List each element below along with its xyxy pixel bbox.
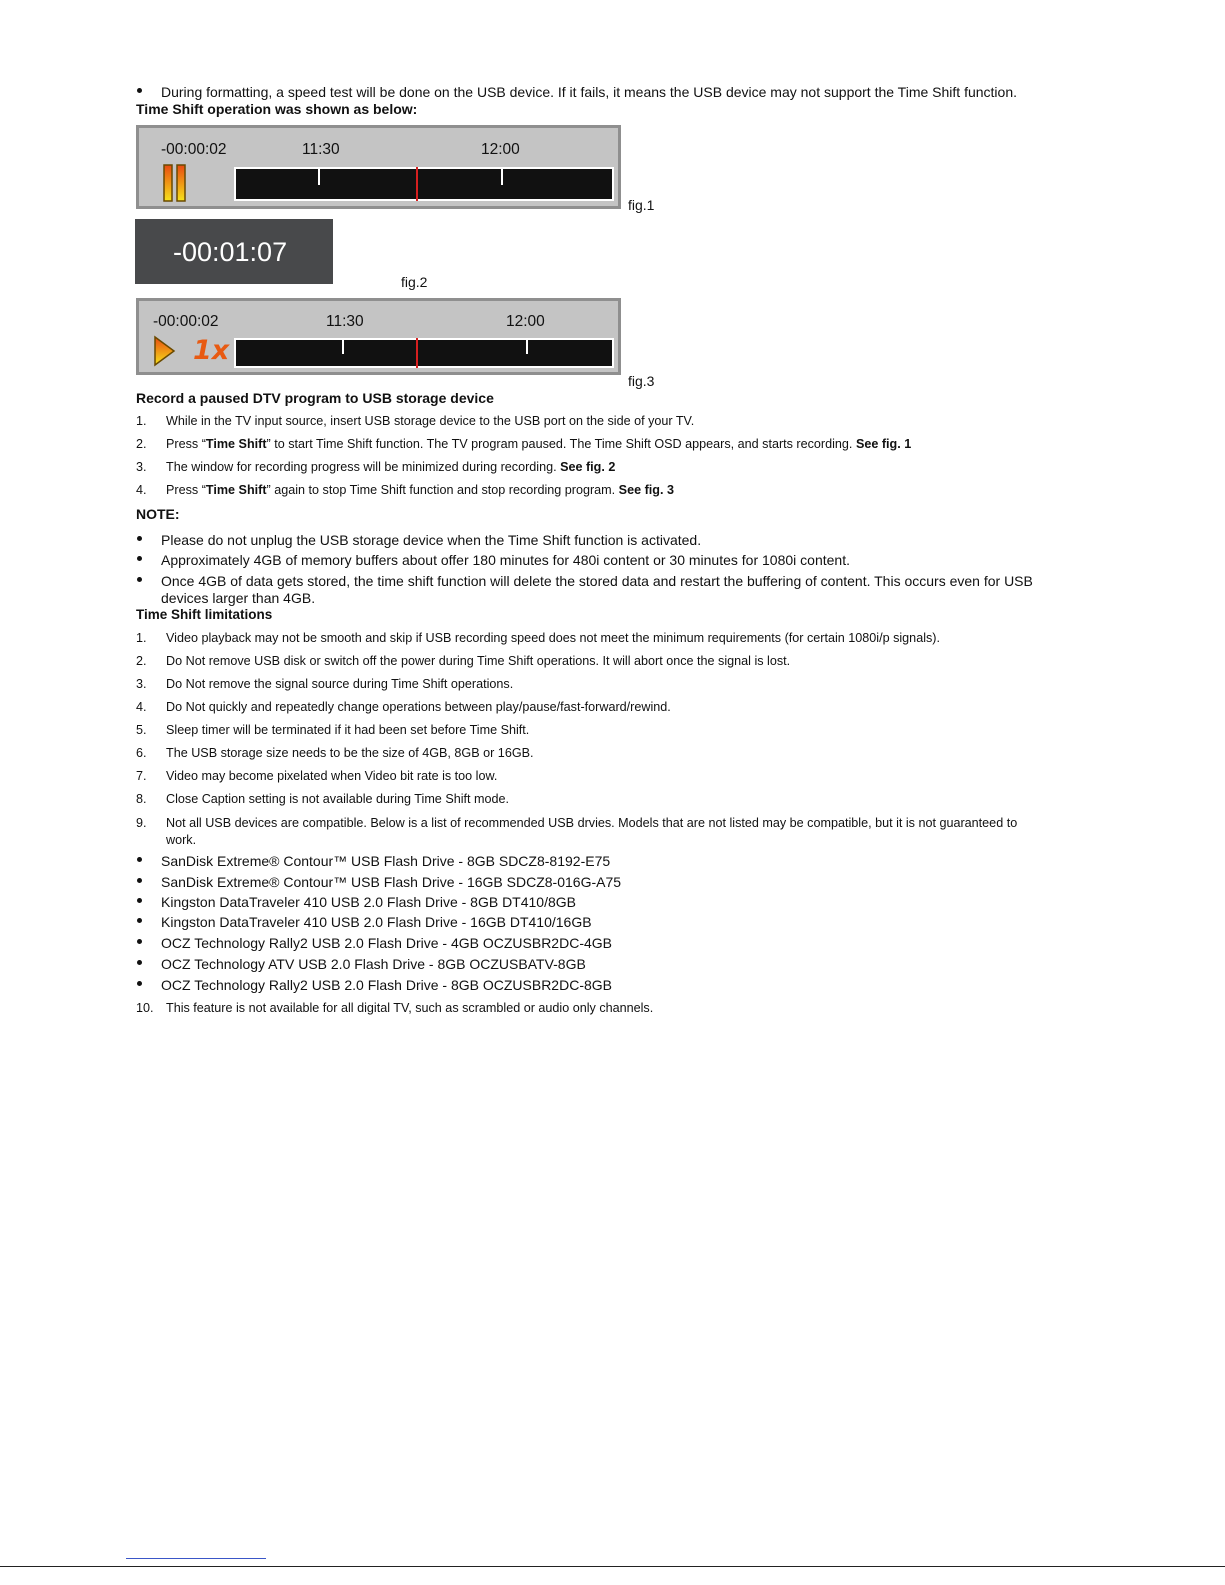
step-text-part: While in the TV input source, insert USB storage device to the USB port on the side of your TV. — [166, 414, 695, 428]
step-number: 2. — [136, 437, 147, 451]
figure-ref: See fig. 3 — [618, 483, 674, 497]
section-title: Time Shift operation was shown as below: — [136, 101, 418, 117]
bullet — [137, 88, 142, 93]
drive-item: SanDisk Extreme® Contour™ USB Flash Drive - 8GB SDCZ8-8192-E75 — [161, 853, 611, 869]
timeline-tick-label: 12:00 — [481, 141, 520, 158]
limit-number: 3. — [136, 677, 147, 691]
time-shift-osd-fig3 — [136, 298, 621, 375]
play-speed: 1x — [193, 335, 230, 366]
limit-text: Sleep timer will be terminated if it had been set before Time Shift. — [166, 723, 530, 737]
timeline-tick-label: 12:00 — [506, 313, 545, 330]
limit-number: 2. — [136, 654, 147, 668]
playhead — [416, 167, 418, 201]
figure-ref: See fig. 2 — [560, 460, 616, 474]
play-icon — [153, 335, 177, 367]
timeline-bar — [234, 338, 614, 368]
key-name: Time Shift — [205, 437, 267, 451]
bullet — [137, 878, 142, 883]
limit-text: Do Not remove USB disk or switch off the power during Time Shift operations. It will abort once the signal is lost. — [166, 654, 791, 668]
record-title: Record a paused DTV program to USB storage device — [136, 390, 494, 406]
step-text — [166, 459, 615, 476]
bullet — [137, 960, 142, 965]
step-text-part: ” to start Time Shift function. The TV program paused. The Time Shift OSD appears, and starts recording. — [266, 437, 856, 451]
limit-text-continued: work. — [166, 833, 197, 847]
bullet — [137, 577, 142, 582]
figure-caption: fig.1 — [628, 197, 655, 213]
bullet — [137, 981, 142, 986]
step-number: 4. — [136, 483, 147, 497]
limit-number: 5. — [136, 723, 147, 737]
drive-item: Kingston DataTraveler 410 USB 2.0 Flash Drive - 16GB DT410/16GB — [161, 914, 592, 930]
limit-text: Do Not quickly and repeatedly change operations between play/pause/fast-forward/rewind. — [166, 700, 671, 714]
limit-number: 4. — [136, 700, 147, 714]
limit-number: 8. — [136, 792, 147, 806]
limits-title: Time Shift limitations — [136, 607, 273, 622]
footnote-separator — [126, 1558, 266, 1559]
bullet — [137, 939, 142, 944]
figure-ref: See fig. 1 — [855, 437, 912, 451]
drive-item: OCZ Technology Rally2 USB 2.0 Flash Drive - 8GB OCZUSBR2DC-8GB — [161, 977, 612, 993]
limit-number: 10. — [136, 1001, 154, 1015]
note-item: Once 4GB of data gets stored, the time shift function will delete the stored data and restart the buffering of content. This occurs even for USB — [161, 573, 1033, 589]
elapsed-time: -00:00:02 — [161, 141, 227, 158]
limit-text: This feature is not available for all digital TV, such as scrambled or audio only channels. — [166, 1001, 654, 1015]
limit-text: Do Not remove the signal source during Time Shift operations. — [166, 677, 514, 691]
bullet — [137, 918, 142, 923]
timeline-tick-label: 11:30 — [326, 313, 364, 330]
limit-text: Not all USB devices are compatible. Below is a list of recommended USB drvies. Models that are not listed may be compatible, but it is not guaranteed to — [166, 816, 1018, 830]
time-shift-osd-fig1 — [136, 125, 621, 209]
step-number: 1. — [136, 414, 147, 428]
step-text-part: Press “ — [166, 483, 206, 497]
pause-icon — [163, 163, 187, 203]
drive-item: Kingston DataTraveler 410 USB 2.0 Flash Drive - 8GB DT410/8GB — [161, 894, 576, 910]
timeline-tick — [342, 340, 344, 354]
timeline-tick — [318, 169, 320, 185]
elapsed-time: -00:00:02 — [153, 313, 219, 330]
step-text-part: ” again to stop Time Shift function and stop recording program. — [266, 483, 619, 497]
bullet — [137, 556, 142, 561]
limit-number: 9. — [136, 816, 147, 830]
playhead — [416, 338, 418, 368]
timeline-tick — [501, 169, 503, 185]
limit-number: 6. — [136, 746, 147, 760]
note-title: NOTE: — [136, 506, 180, 522]
figure-caption: fig.3 — [628, 373, 655, 389]
figure-caption: fig.2 — [401, 274, 428, 290]
limit-number: 1. — [136, 631, 147, 645]
note-item: Please do not unplug the USB storage device when the Time Shift function is activated. — [161, 532, 702, 548]
limit-text: Close Caption setting is not available during Time Shift mode. — [166, 792, 510, 806]
limit-text: Video may become pixelated when Video bit rate is too low. — [166, 769, 498, 783]
timeline-tick-label: 11:30 — [302, 141, 340, 158]
key-name: Time Shift — [205, 483, 267, 497]
limit-number: 7. — [136, 769, 147, 783]
step-text-part: Press “ — [166, 437, 206, 451]
intro-text: During formatting, a speed test will be done on the USB device. If it fails, it means the USB device may not support the Time Shift function. — [161, 84, 1017, 100]
drive-item: OCZ Technology Rally2 USB 2.0 Flash Drive - 4GB OCZUSBR2DC-4GB — [161, 935, 612, 951]
timeline-tick — [526, 340, 528, 354]
step-text — [166, 413, 694, 430]
limit-text: Video playback may not be smooth and skip if USB recording speed does not meet the minimum requirements (for certain 1080i/p signals). — [166, 631, 940, 645]
drive-item: SanDisk Extreme® Contour™ USB Flash Drive - 16GB SDCZ8-016G-A75 — [161, 874, 622, 890]
note-item: Approximately 4GB of memory buffers about offer 180 minutes for 480i content or 30 minutes for 1080i content. — [161, 552, 850, 568]
drive-item: OCZ Technology ATV USB 2.0 Flash Drive - 8GB OCZUSBATV-8GB — [161, 956, 586, 972]
bullet — [137, 536, 142, 541]
page-bottom-rule — [0, 1566, 1225, 1567]
timeline-bar — [234, 167, 614, 201]
step-number: 3. — [136, 460, 147, 474]
step-text — [166, 436, 911, 453]
note-item-continued: devices larger than 4GB. — [161, 590, 316, 606]
step-text-part: The window for recording progress will be minimized during recording. — [166, 460, 561, 474]
bullet — [137, 898, 142, 903]
step-text — [166, 482, 674, 499]
remaining-time: -00:01:07 — [173, 237, 288, 267]
limit-text: The USB storage size needs to be the size of 4GB, 8GB or 16GB. — [166, 746, 534, 760]
bullet — [137, 857, 142, 862]
minimized-timer-fig2 — [135, 219, 333, 284]
